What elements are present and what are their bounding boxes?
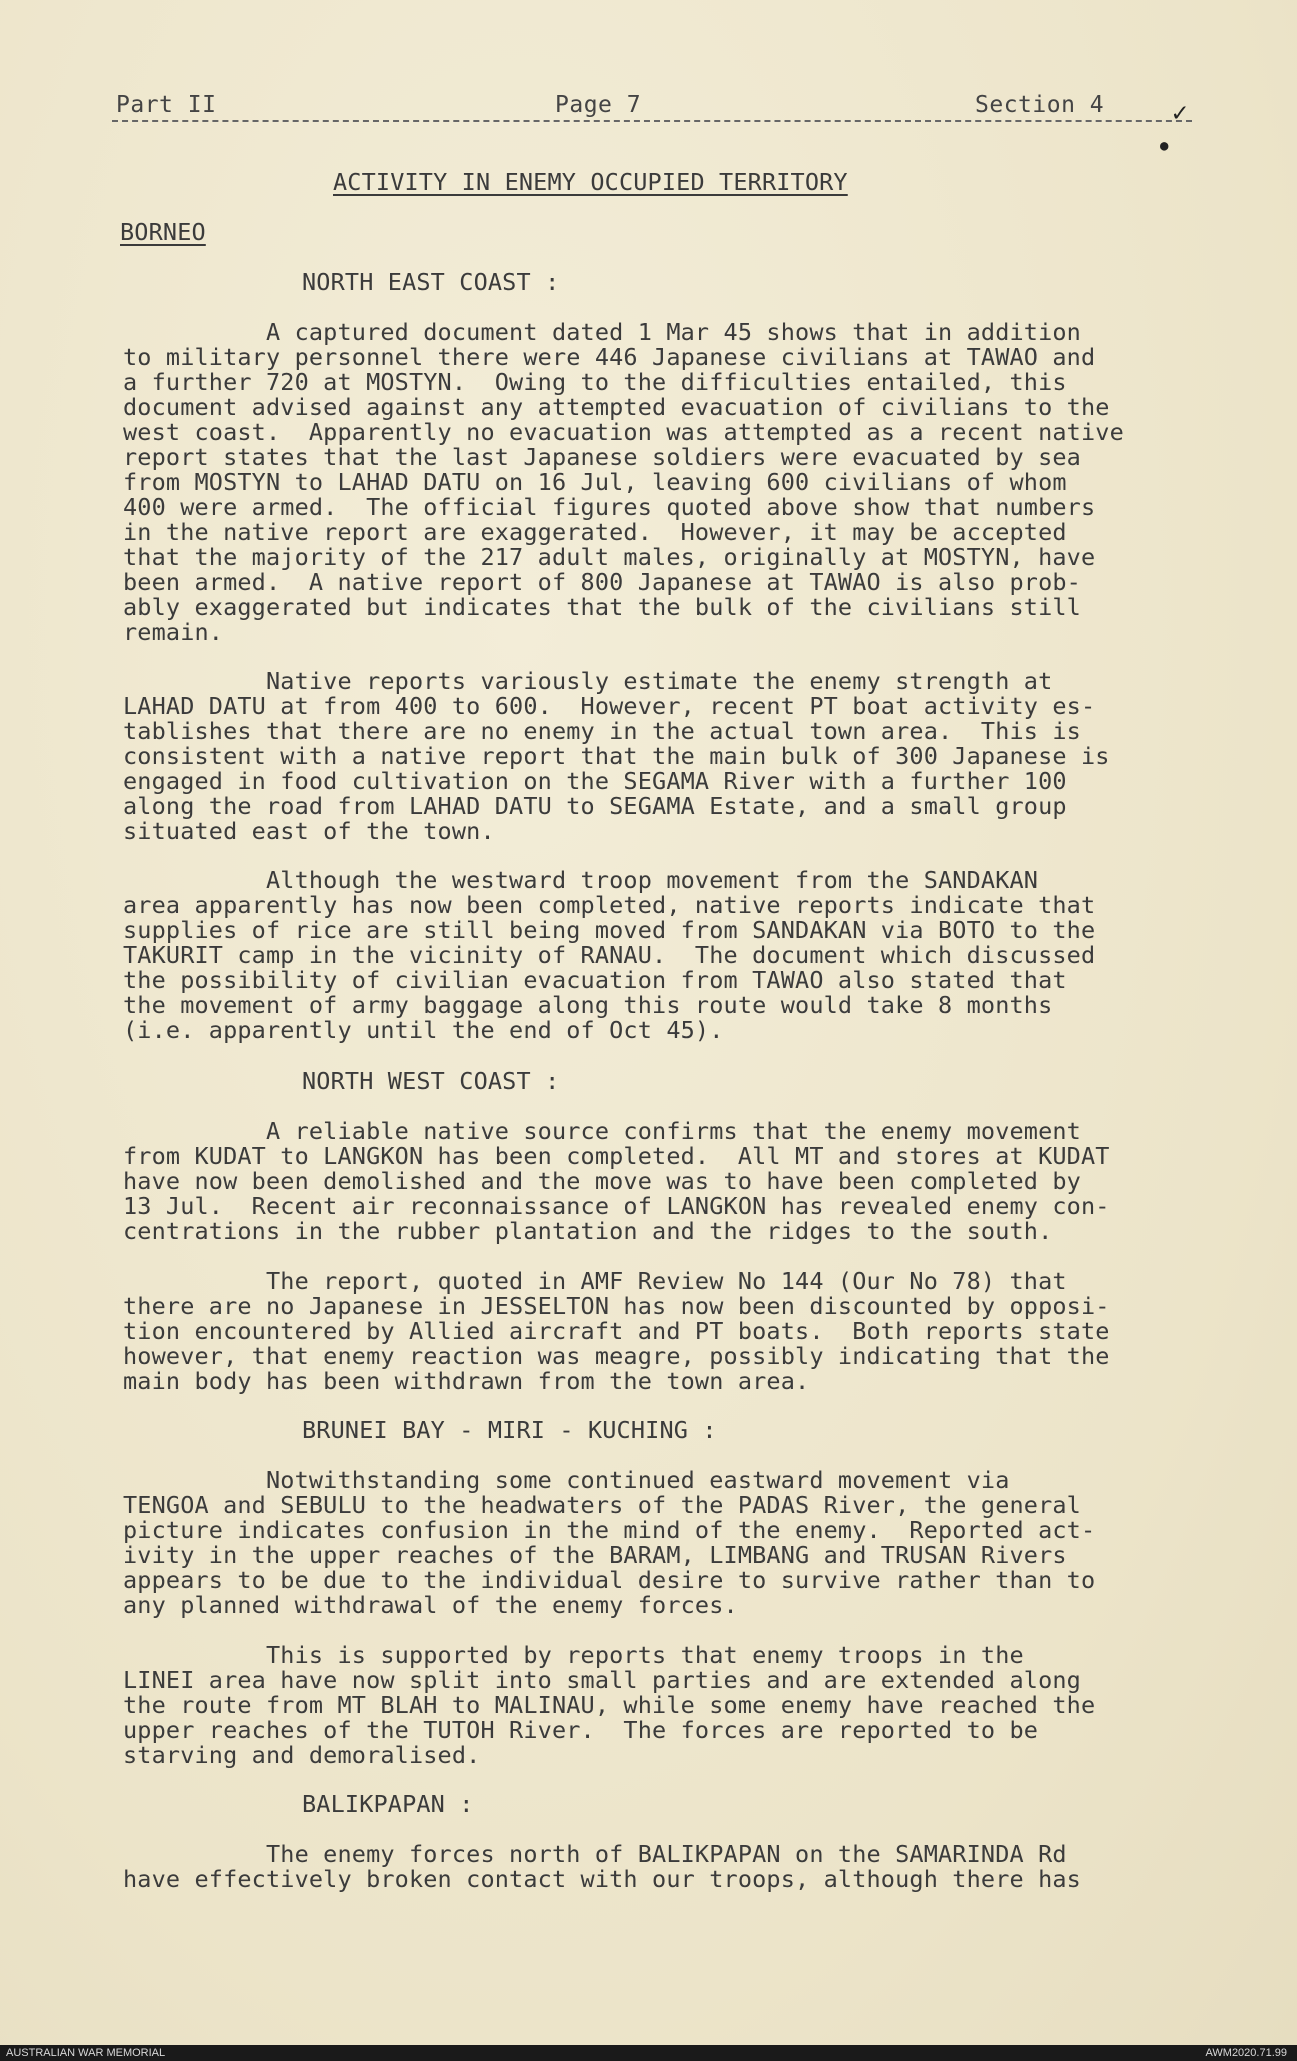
paragraph-7: This is supported by reports that enemy troops in the LINEI area have now split into small parties and are extended along the route from MT BLAH to MALINAU, while some enemy have reached the upper reaches of the TUTOH River. The forces are reported to be starving and demoralised. (123, 1641, 1096, 1769)
part-label: Part II (116, 92, 217, 118)
document-title: ACTIVITY IN ENEMY OCCUPIED TERRITORY (333, 168, 848, 196)
paragraph-6: Notwithstanding some continued eastward movement via TENGOA and SEBULU to the headwaters of the PADAS River, the general picture indicates confusion in the mind of the enemy. Reported act- ivity in the upper reaches of the BARAM, LIMBANG and TRUSAN Rivers appears to be due to the individual desire to survive rather than to any planned withdrawal of the enemy forces. (123, 1466, 1096, 1619)
paragraph-4: A reliable native source confirms that the enemy movement from KUDAT to LANGKON has been completed. All MT and stores at KUDAT have now been demolished and the move was to have been completed by 13 Jul. Recent air reconnaissance of LANGKON has revealed enemy con- centrations in the rubber plantation and the ridges to the south. (123, 1117, 1110, 1245)
footer-accession-number: AWM2020.71.99 (1205, 2047, 1287, 2059)
page-number: Page 7 (555, 92, 642, 118)
region-heading: BORNEO (120, 218, 206, 246)
ink-mark-icon: ✓ (1172, 98, 1188, 128)
subheading-north-east-coast: NORTH EAST COAST : (302, 268, 560, 296)
subheading-brunei-bay: BRUNEI BAY - MIRI - KUCHING : (302, 1416, 717, 1444)
header-rule (112, 120, 1192, 122)
paragraph-8: The enemy forces north of BALIKPAPAN on the SAMARINDA Rd have effectively broken contact with our troops, although there has (123, 1840, 1081, 1893)
paragraph-2: Native reports variously estimate the enemy strength at LAHAD DATU at from 400 to 600. However, recent PT boat activity es- tablishes that there are no enemy in the actual town area. This is consistent with a native report that the main bulk of 300 Japanese is engaged in food cultivation on the SEGAMA River with a further 100 along the road from LAHAD DATU to SEGAMA Estate, and a small group situated east of the town. (123, 667, 1110, 845)
ink-dot-icon: ● (1160, 138, 1169, 154)
footer-attribution: AUSTRALIAN WAR MEMORIAL (6, 2047, 166, 2059)
paragraph-3: Although the westward troop movement from the SANDAKAN area apparently has now been completed, native reports indicate that supplies of rice are still being moved from SANDAKAN via BOTO to the TAKURIT camp in the vicinity of RANAU. The document which discussed the possibility of civilian evacuation from TAWAO also stated that the movement of army baggage along this route would take 8 months (i.e. apparently until the end of Oct 45). (123, 866, 1096, 1044)
subheading-balikpapan: BALIKPAPAN : (302, 1790, 474, 1818)
paragraph-1: A captured document dated 1 Mar 45 shows that in addition to military personnel there were 446 Japanese civilians at TAWAO and a further 720 at MOSTYN. Owing to the difficulties entailed, this document advised against any attempted evacuation of civilians to the west coast. Apparently no evacuation was attempted as a recent native report states that the last Japanese soldiers were evacuated by sea from MOSTYN to LAHAD DATU on 16 Jul, leaving 600 civilians of whom 400 were armed. The official figures quoted above show that numbers in the native report are exaggerated. However, it may be accepted that the majority of the 217 adult males, originally at MOSTYN, have been armed. A native report of 800 Japanese at TAWAO is also prob- ably exaggerated but indicates that the bulk of the civilians still remain. (123, 318, 1124, 646)
paragraph-5: The report, quoted in AMF Review No 144 (Our No 78) that there are no Japanese in JESSELTON has now been discounted by opposi- tion encountered by Allied aircraft and PT boats. Both reports state however, that enemy reaction was meagre, possibly indicating that the main body has been withdrawn from the town area. (123, 1267, 1110, 1395)
section-label: Section 4 (975, 92, 1105, 118)
subheading-north-west-coast: NORTH WEST COAST : (302, 1067, 560, 1095)
